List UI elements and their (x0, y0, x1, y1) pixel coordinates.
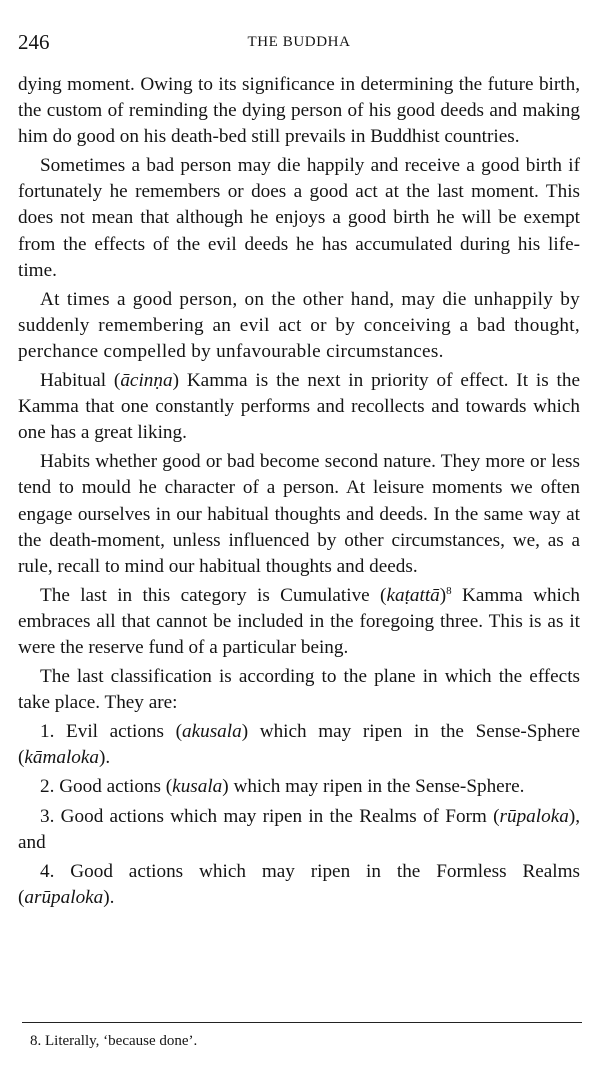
text-run: dying moment. Owing to its significance in determining the future birth, the custom of reminding the dying person of his good deeds and making him do good on his death-bed still prevails in Buddhist countries. (18, 74, 580, 148)
text-run: The last in this category is Cumulative ( (40, 584, 387, 606)
italic-term: kusala (172, 776, 223, 798)
text-run: 1. Evil actions ( (40, 721, 182, 743)
text-run: The last classification is according to the plane in which the effects take place. They are: (18, 666, 580, 714)
text-run: Sometimes a bad person may die happily and receive a good birth if fortunately he remembers or does a good act at the last moment. This does not mean that although he enjoys a good birth he will be exempt from the effects of the evil deeds he has accumulated during his life-time. (18, 155, 580, 281)
text-run: ), and (18, 805, 580, 853)
text-run: ). (103, 886, 115, 908)
list-item-1 (18, 719, 580, 771)
text-run: ) (439, 584, 447, 606)
text-run: ) Kamma is the next in priority of effect. It is the Kamma that one constantly performs and recollects and towards which one has a great liking. (18, 370, 580, 444)
page-number: 246 (18, 30, 50, 54)
text-run: Habits whether good or bad become second nature. They more or less tend to mould he character of a person. At leisure moments we often engage ourselves in our habitual thoughts and deeds. In the same way at the death-moment, unless influenced by other circumstances, we, as a rule, recall to mind our habitual thoughts and deeds. (18, 451, 580, 577)
italic-term: akusala (182, 721, 242, 743)
footnote-rule (22, 1022, 582, 1023)
list-item-3 (18, 804, 580, 856)
paragraph-cumulative-kamma (18, 583, 580, 661)
italic-term: ācinṇa (120, 370, 173, 392)
page-header (18, 30, 580, 60)
italic-term: rūpaloka (499, 805, 569, 827)
list-item-2 (18, 774, 580, 800)
italic-term: kaṭattā (386, 584, 440, 606)
paragraph-classification (18, 664, 580, 716)
paragraph-habitual-kamma (18, 368, 580, 446)
text-run: ) which may ripen in the Sense-Sphere ( (18, 721, 581, 769)
paragraph-bad-person (18, 153, 580, 283)
paragraph-continued (18, 72, 580, 150)
paragraph-habits (18, 449, 580, 579)
text-run: 2. Good actions ( (40, 776, 173, 798)
text-run: 4. Good actions which may ripen in the Formless Realms ( (18, 860, 580, 908)
footnote: 8. Literally, ‘because done’. (30, 1033, 198, 1049)
running-head: THE BUDDHA (247, 34, 351, 50)
text-run: At times a good person, on the other hand, may die unhappily by suddenly remembering an evil act or by conceiving a bad thought, perchance compelled by unfavourable circumstances. (18, 288, 580, 362)
text-run: 3. Good actions which may ripen in the Realms of Form ( (40, 805, 500, 827)
italic-term: kāmaloka (24, 747, 99, 769)
text-run: Kamma which embraces all that cannot be included in the foregoing three. This is as it were the reserve fund of a particular being. (18, 584, 580, 658)
paragraph-good-person (18, 287, 580, 365)
body-text (18, 72, 580, 914)
text-run: ). (99, 747, 111, 769)
footnote-marker: 8 (446, 584, 452, 597)
text-run: Habitual ( (40, 370, 121, 392)
text-run: ) which may ripen in the Sense-Sphere. (222, 776, 525, 798)
list-item-4 (18, 859, 580, 911)
italic-term: arūpaloka (24, 886, 104, 908)
